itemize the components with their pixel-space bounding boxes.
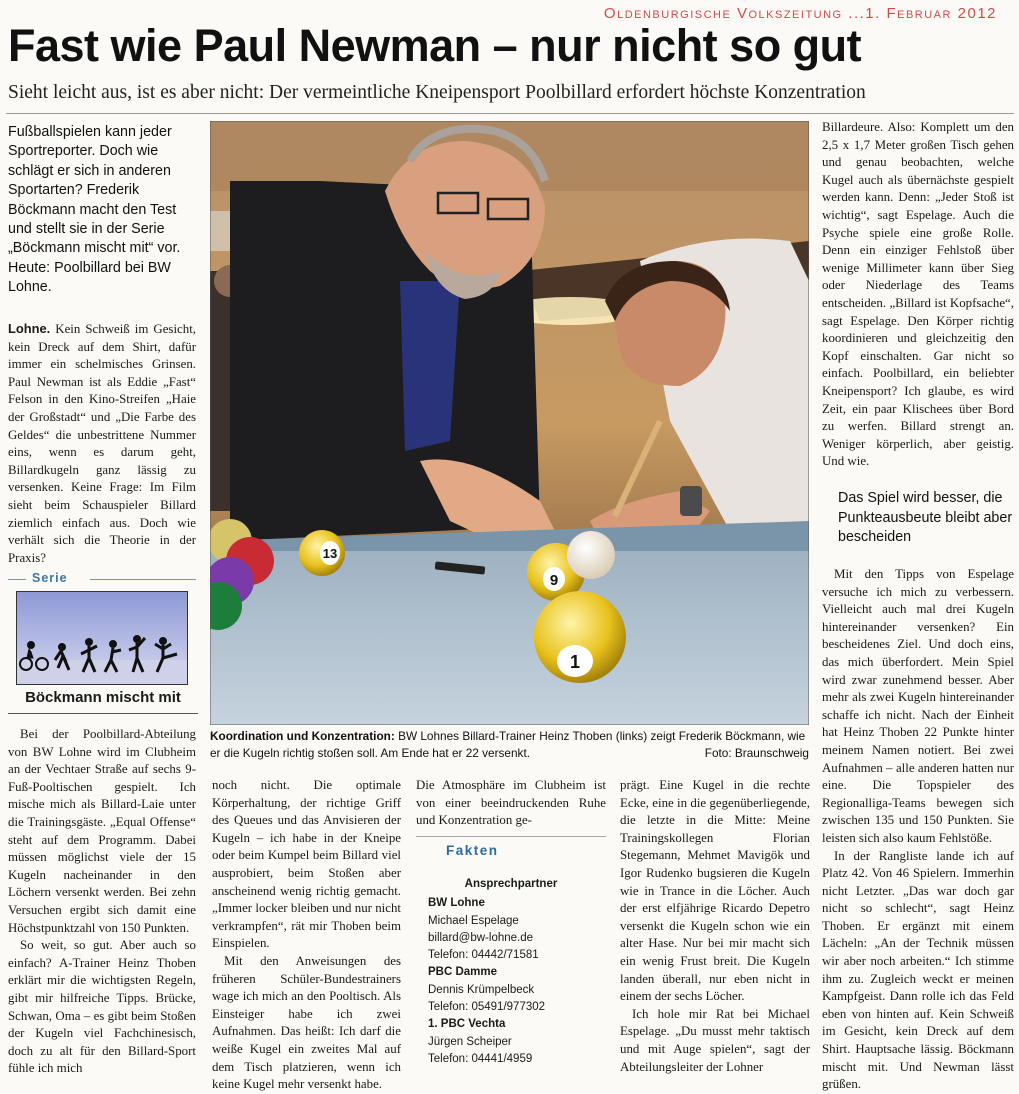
article-photo: [210, 121, 809, 725]
contact-phone: Telefon: 04442/71581: [428, 949, 539, 962]
paragraph: Bei der Poolbillard-Abteilung von BW Lohne wird im Clubheim an der Vechtaer Straße auf sechs 9-Fuß-Pooltischen gespielt. Ich mische mich als Billard-Laie unter die Trainingsgäste. „Equal Offense“ steht auf dem Programm. Dabei müssen möglichst viele der 15 Kugeln nacheinander in den Löchern versenkt werden. Bei zehn Versuchen ergibt sich damit eine Höchstpunktzahl von 150 Punkten.: [8, 727, 196, 935]
contact-email: billard@bw-lohne.de: [428, 931, 534, 944]
contact-phone: Telefon: 05491/977302: [428, 1001, 546, 1014]
fakten-title: Fakten: [446, 843, 499, 858]
intro-teaser: Fußballspielen kann jeder Sportreporter. Doch wie schlägt er sich in anderen Sportarten? Frederik Böckmann macht den Test und stellt sie in der Serie „Böckmann mischt mit“ vor. Heute: Poolbillard bei BW Lohne.: [8, 124, 181, 296]
column-1b: [8, 726, 196, 1078]
column-3: [416, 777, 606, 830]
contact-pbc-damme: [416, 964, 606, 1016]
fakten-box: [416, 876, 606, 1068]
paragraph: Ich hole mir Rat bei Michael Espelage. „Du musst mehr taktisch und mit Auge spielen“, sagt der Abteilungsleiter der Lohner: [620, 1006, 810, 1074]
paragraph: prägt. Eine Kugel in die rechte Ecke, eine in die gegenüberliegende, die letzte in die Mitte: Meine Trainingskollegen Florian Stegemann, Mehmet Mavigök und Igor Rudenko bugsieren die Kugeln wie in Trance in die Löcher. Auch der erst elfjährige Ricardo Depetro versenkt die Kugeln schon wie ein alter Hase. Nur bei mir macht sich ein wenig Frust breit. Die Kugeln landen überall, nur eben nicht in einem der sechs Löcher.: [620, 778, 810, 1004]
headline: Fast wie Paul Newman – nur nicht so gut: [8, 20, 862, 71]
divider: [6, 113, 1014, 114]
serie-label-text: Serie: [32, 571, 68, 585]
paragraph: Mit den Tipps von Espelage versuche ich mich zu verbessern. Vielleicht auch mal drei Kugeln hintereinander versenken? Ein bescheidenes Ziel. Und doch eins, das mich überfordert. Mein Spiel wird zwar zunehmend besser. Aber mehr als zwei Kugeln hintereinander schaffe ich nicht. Nach der Einheit hat Heinz Thoben 22 Punkte hinter meinem Namen notiert. Bei zwei Aufnahmen – alle anderen hatten nur eine. Die Topspieler des Regionalliga-Teams bewegen sich zwischen 135 und 150 Punkten. Sie leisten sich also kaum Fehlstöße.: [822, 567, 1014, 845]
athletes-silhouette-icon: [17, 592, 187, 684]
rule: [8, 579, 26, 580]
subheadline: Sieht leicht aus, ist es aber nicht: Der vermeintliche Kneipensport Poolbillard erfordert höchste Konzentration: [8, 82, 866, 103]
masthead: Oldenburgische Volkszeitung ...1. Februar 2012: [603, 5, 997, 22]
ball-13-label: 13: [322, 546, 338, 561]
divider: [416, 836, 606, 837]
paragraph: [8, 320, 196, 567]
paragraph: Mit den Anweisungen des früheren Schüler-Bundestrainers wage ich mich an den Pooltisch. Als Einsteiger habe ich zwei Aufnahmen. Das heißt: Ich darf die weiße Kugel ein zweites Mal auf dem Tisch platzieren, wenn ich keine Kugel mehr versenkt habe.: [212, 953, 401, 1092]
serie-logo: [16, 591, 188, 685]
paragraph: In der Rangliste lande ich auf Platz 42. Von 46 Spielern. Immerhin nicht Letzter. „Das war doch gar nicht so schlecht“, sagt Heinz Thoben. Er ergänzt mit einem Lächeln: „An der Technik müssen wir aber noch arbeiten.“ Ich stimme ihm zu. Zugleich weckt er meinen Kampfgeist. Dann rolle ich das Feld eben von hinten auf. Kein Schweiß im Gesicht, kein Dreck auf dem Shirt. Hauptsache lässig. Böckmann mischt mit. Und Newman lässt grüßen.: [822, 848, 1014, 1092]
photo-caption: [210, 728, 809, 762]
serie-label: [8, 571, 196, 587]
caption-text: BW Lohnes Billard-Trainer Heinz Thoben (links) zeigt Frederik Böckmann, wie er die Kugeln richtig stoßen soll. Am Ende hat er 22 versenkt.: [210, 729, 806, 760]
billiard-photo: [210, 121, 809, 725]
contact-pbc-vechta: [416, 1016, 606, 1068]
rule: [90, 579, 196, 580]
contact-line: Jürgen Scheiper: [428, 1035, 512, 1048]
contact-line: Michael Espelage: [428, 914, 519, 927]
paragraph: noch nicht. Die optimale Körperhaltung, der richtige Griff des Queues und das Anvisieren der Kugeln – ich habe in der Kneipe oder beim Kumpel beim Billard viel ausprobiert, beim Stoßen aber anscheinend wenig richtig gemacht. „Immer locker bleiben und nur nicht verkrampfen“, rät mir Thoben beim Einspielen.: [212, 778, 401, 951]
column-5-bottom: [822, 566, 1014, 1094]
subheading: Das Spiel wird besser, die Punkteausbeute bleibt aber bescheiden: [838, 490, 1013, 545]
fakten-heading: Ansprechpartner: [464, 878, 558, 890]
serie-title: Böckmann mischt mit: [25, 689, 181, 706]
ball-9-label: 9: [549, 572, 559, 589]
column-5-top: [822, 119, 1014, 471]
paragraph: Die Atmosphäre im Clubheim ist von einer beeindruckenden Ruhe und Konzentration ge-: [416, 778, 606, 828]
column-4: [620, 777, 810, 1076]
caption-lead: Koordination und Konzentration:: [210, 729, 395, 743]
contact-bw-lohne: [416, 895, 606, 964]
club-name: 1. PBC Vechta: [428, 1018, 506, 1031]
paragraph-text: Kein Schweiß im Gesicht, kein Dreck auf dem Shirt, dafür immer ein schelmisches Grinsen. Paul Newman ist als Eddie „Fast“ Felson in den Kino-Streifen „Haie der Großstadt“ und „Die Farbe des Geldes“ die unbestrittene Nummer eins, wenn es darum geht, Billardkugeln ganz lässig zu versenken. Keine Frage: Im Film sieht beim Schauspieler Billard ziemlich einfach aus. Doch wie verhält sich die Theorie in der Praxis?: [8, 322, 196, 565]
paragraph: So weit, so gut. Aber auch so einfach? A-Trainer Heinz Thoben erklärt mir die wichtigsten Regeln, gibt mir hilfreiche Tipps. Brücke, Schwan, Oma – es gibt beim Stoßen der Kugeln viel Fachchinesisch, doch zu alt für den Billard-Sport fühle ich mich: [8, 938, 196, 1076]
contact-phone: Telefon: 04441/4959: [428, 1052, 533, 1065]
paragraph: Billardeure. Also: Komplett um den 2,5 x 1,7 Meter großen Tisch gehen und genau beobachten, welche Kugel auch als übernächste gespielt werden kann. Denn: „Jeder Stoß ist wichtig“, sagt Espelage. Auch die Psyche spiele eine große Rolle. Denn ein einziger Fehlstoß über wenige Millimeter kann über Sieg oder Niederlage des Teams entscheiden. „Billard ist Kopfsache“, sagt Espelage. Den Körper richtig koordinieren und gleichzeitig den Kopf einschalten. Gar nicht so einfach. Poolbillard, ein beliebter Kneipensport? Ich glaube, es wird Zeit, ein paar Klischees über Bord zu werfen. Billard strengt an. Weniger körperlich, aber geistig. Und wie.: [822, 120, 1014, 469]
dateline: Lohne.: [8, 321, 51, 336]
photo-credit: Foto: Braunschweig: [704, 746, 809, 760]
ball-1-label: 1: [569, 652, 581, 672]
club-name: PBC Damme: [428, 966, 498, 979]
divider: [8, 713, 198, 714]
contact-line: Dennis Krümpelbeck: [428, 983, 535, 996]
club-name: BW Lohne: [428, 897, 485, 910]
column-1: [8, 320, 196, 567]
column-2: [212, 777, 401, 1094]
